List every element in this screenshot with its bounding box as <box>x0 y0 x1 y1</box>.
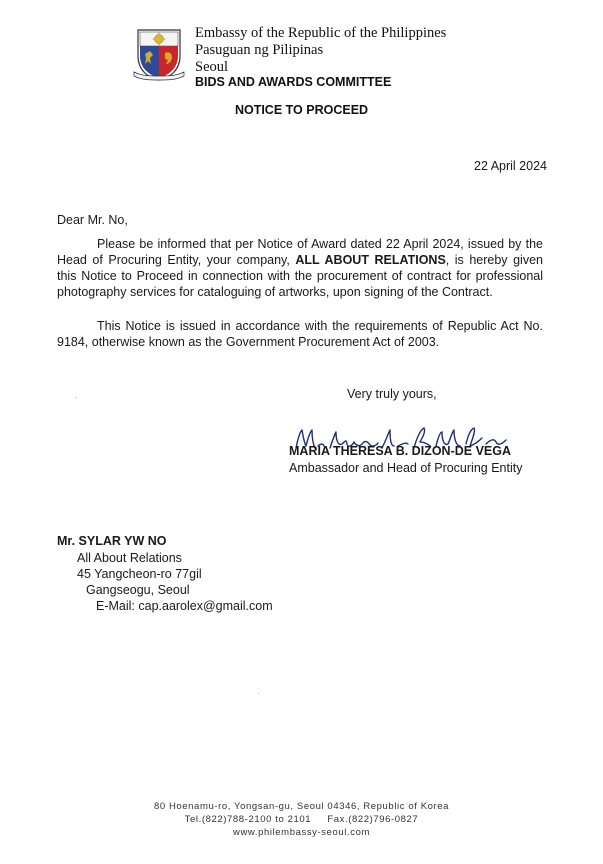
footer-address: 80 Hoenamu-ro, Yongsan-gu, Seoul 04346, Republic of Korea <box>153 801 450 812</box>
salutation: Dear Mr. No, <box>57 213 128 227</box>
scan-speck <box>76 397 77 398</box>
addressee-company: All About Relations <box>77 551 182 565</box>
scan-speck <box>258 693 259 694</box>
paragraph-award-notice <box>57 236 543 300</box>
letter-date: 22 April 2024 <box>474 159 547 173</box>
signatory-title: Ambassador and Head of Procuring Entity <box>289 461 523 475</box>
closing: Very truly yours, <box>347 387 437 401</box>
footer-phone-fax: Tel.(822)788-2100 to 2101 Fax.(822)796-0827 <box>184 814 419 825</box>
addressee-street: 45 Yangcheon-ro 77gil <box>77 567 202 581</box>
addressee-name: Mr. SYLAR YW NO <box>57 534 167 548</box>
letterhead-embassy-name: Embassy of the Republic of the Philippines <box>195 25 447 41</box>
paragraph-legal-basis: This Notice is issued in accordance with the requirements of Republic Act No. 9184, otherwise known as the Government Procurement Act of 2003. <box>57 319 543 349</box>
paragraph-award-notice-before: Please be informed that per Notice of Award dated 22 April 2024, issued by the Head of Procuring Entity, your company, <box>57 237 543 267</box>
letterhead-city: Seoul <box>195 59 229 75</box>
footer-website: www.philembassy-seoul.com <box>233 827 370 838</box>
addressee-email: E-Mail: cap.aarolex@gmail.com <box>96 599 273 613</box>
paragraph-award-notice-after: , is hereby given this Notice to Proceed in connection with the procurement of contract for professional photography services for cataloguing of artworks, upon signing of the Contract. <box>57 253 543 299</box>
letterhead-filipino-name: Pasuguan ng Pilipinas <box>195 42 324 58</box>
signatory-name: MARIA THERESA B. DIZON-DE VEGA <box>289 444 511 458</box>
document-title: NOTICE TO PROCEED <box>234 103 369 117</box>
philippine-seal-icon <box>132 26 186 82</box>
company-name: ALL ABOUT RELATIONS <box>295 253 446 267</box>
addressee-city: Gangseogu, Seoul <box>86 583 190 597</box>
committee-heading: BIDS AND AWARDS COMMITTEE <box>195 75 392 89</box>
